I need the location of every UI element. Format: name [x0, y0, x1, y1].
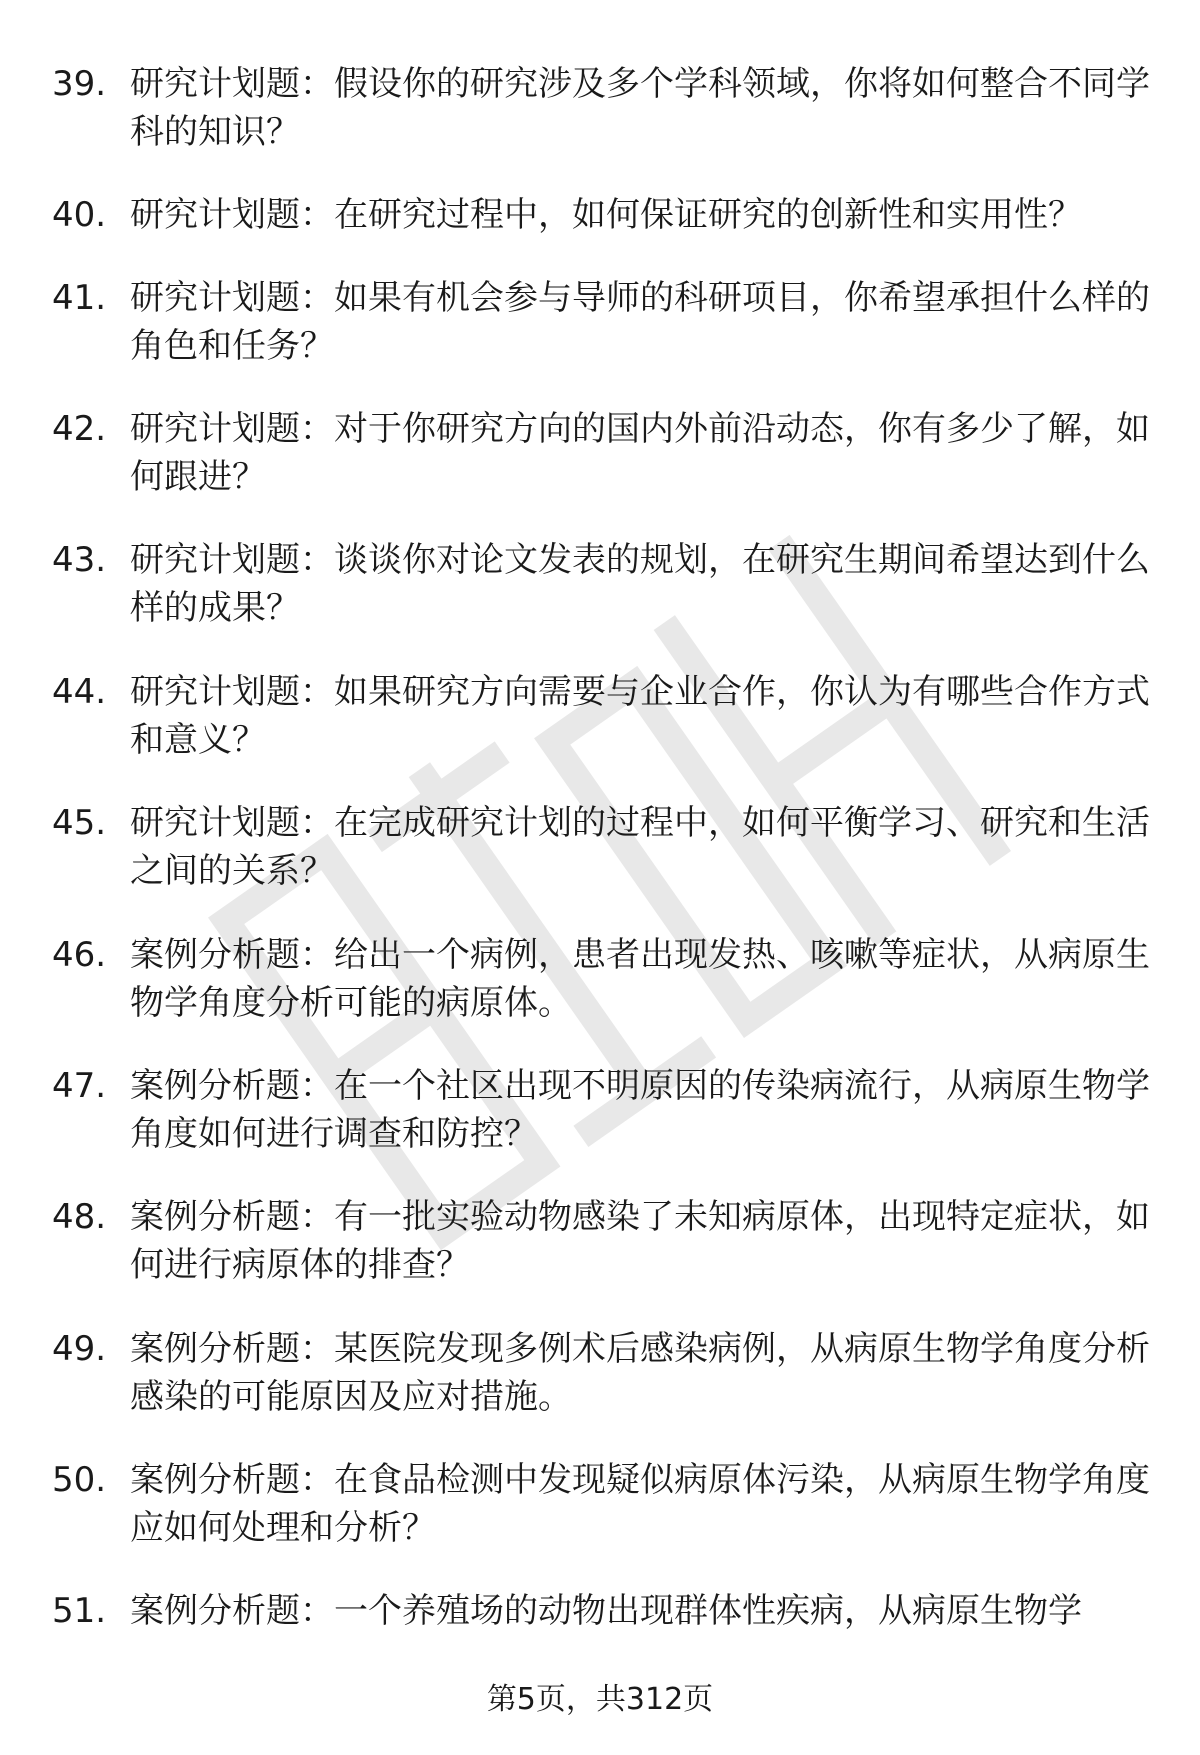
question-number: 39. [52, 64, 107, 104]
question-item [52, 191, 1152, 273]
question-text: 研究计划题：如果研究方向需要与企业合作，你认为有哪些合作方式和意义？ [130, 671, 1150, 760]
question-item [52, 60, 1152, 191]
question-number: 51. [52, 1591, 107, 1632]
question-item [52, 799, 1152, 930]
question-item [52, 1325, 1152, 1456]
question-number: 46. [52, 934, 107, 975]
question-item [52, 931, 1152, 1062]
question-text: 案例分析题：在一个社区出现不明原因的传染病流行，从病原生物学角度如何进行调查和防控？ [130, 1065, 1150, 1154]
question-text: 研究计划题：如果有机会参与导师的科研项目，你希望承担什么样的角色和任务？ [130, 277, 1150, 366]
question-item [52, 1587, 1152, 1669]
question-item [52, 1193, 1152, 1324]
question-item [52, 536, 1152, 667]
question-text: 案例分析题：给出一个病例，患者出现发热、咳嗽等症状，从病原生物学角度分析可能的病原体。 [130, 934, 1150, 1023]
question-text: 案例分析题：有一批实验动物感染了未知病原体，出现特定症状，如何进行病原体的排查？ [130, 1197, 1150, 1286]
question-text: 案例分析题：某医院发现多例术后感染病例，从病原生物学角度分析感染的可能原因及应对措施。 [130, 1328, 1150, 1417]
question-number: 43. [52, 540, 107, 581]
question-text: 研究计划题：在研究过程中，如何保证研究的创新性和实用性？ [130, 195, 1082, 236]
question-item [52, 668, 1152, 799]
question-text: 研究计划题：在完成研究计划的过程中，如何平衡学习、研究和生活之间的关系？ [130, 803, 1150, 892]
question-list [52, 60, 1152, 1670]
question-number: 45. [52, 803, 107, 844]
question-number: 47. [52, 1065, 107, 1106]
question-text: 案例分析题：一个养殖场的动物出现群体性疾病，从病原生物学 [130, 1591, 1082, 1632]
question-number: 41. [52, 277, 107, 318]
question-number: 44. [52, 671, 107, 712]
question-number: 49. [52, 1328, 107, 1369]
question-text: 研究计划题：假设你的研究涉及多个学科领域，你将如何整合不同学科的知识？ [130, 64, 1150, 152]
question-number: 42. [52, 408, 107, 449]
question-item [52, 1062, 1152, 1193]
question-item [52, 405, 1152, 536]
question-number: 50. [52, 1460, 107, 1501]
page-number-footer: 第5页，共312页 [486, 1682, 714, 1717]
question-number: 40. [52, 195, 107, 236]
question-text: 案例分析题：在食品检测中发现疑似病原体污染，从病原生物学角度应如何处理和分析？ [130, 1460, 1150, 1549]
question-item [52, 274, 1152, 405]
question-number: 48. [52, 1197, 107, 1238]
question-text: 研究计划题：谈谈你对论文发表的规划，在研究生期间希望达到什么样的成果？ [130, 540, 1150, 629]
question-text: 研究计划题：对于你研究方向的国内外前沿动态，你有多少了解，如何跟进？ [130, 408, 1150, 497]
question-item [52, 1456, 1152, 1587]
